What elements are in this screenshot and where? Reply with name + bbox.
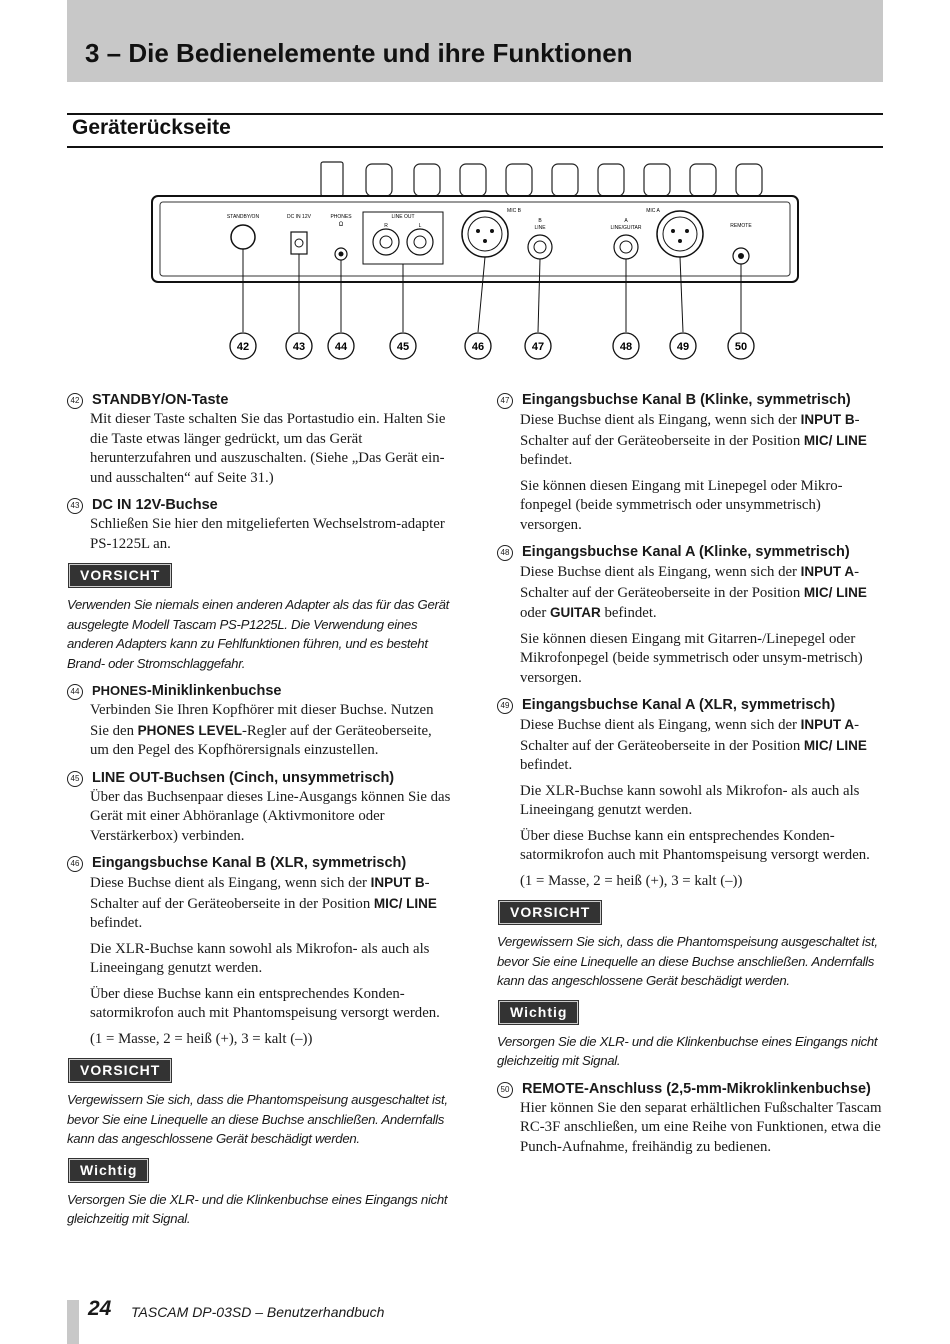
item-text: Diese Buchse dient als Eingang, wenn sich der INPUT B-Schalter auf der Geräteoberseite in der Position MIC/ LINE befindet. <box>90 875 437 931</box>
item-text: Über das Buchsenpaar dieses Line-Ausgangs können Sie das Gerät mit einer Abhöranlage (Aktivmonitore oder Verstärkerbox) verbinden. <box>90 788 451 844</box>
standby-button <box>231 225 255 249</box>
item-text: Über diese Buchse kann ein entsprechendes Konden-satormikrofon auch mit Phantomspeisung versorgt werden. <box>90 985 440 1021</box>
item-title: Eingangsbuchse Kanal A (Klinke, symmetrisch) <box>522 544 850 560</box>
standby-label: STANDBY/ON <box>226 214 260 220</box>
mica-label: MIC A <box>646 208 660 214</box>
item-text: Mit dieser Taste schalten Sie das Portastudio ein. Halten Sie die Taste etwas länger gedrückt, um das Gerät herunterzufahren und auszuschalten. (Siehe „Das Gerät ein- und ausschalten“ auf Seite 31.) <box>90 411 446 486</box>
caution-label: VORSICHT <box>69 1059 171 1082</box>
item-text: Die XLR-Buchse kann sowohl als Mikrofon- als auch als Lineeingang genutzt werden. <box>90 940 430 976</box>
item-text: Schließen Sie hier den mitgelieferten Wechselstrom-adapter PS-1225L an. <box>90 516 445 552</box>
item-title: Eingangsbuchse Kanal A (XLR, symmetrisch) <box>522 697 836 713</box>
important-label: Wichtig <box>69 1159 148 1182</box>
item-text: Diese Buchse dient als Eingang, wenn sich der INPUT A-Schalter auf der Geräteoberseite in der Position MIC/ LINE oder GUITAR befindet. <box>520 564 867 621</box>
item-text: Diese Buchse dient als Eingang, wenn sich der INPUT B-Schalter auf der Geräteoberseite in der Position MIC/ LINE befindet. <box>520 412 867 468</box>
remote-label: REMOTE <box>730 223 752 229</box>
lineout-l-jack <box>407 229 433 255</box>
item-43 <box>67 495 452 554</box>
caution-note <box>67 564 452 673</box>
item-number: 46 <box>67 856 83 872</box>
callout-50: 50 <box>734 341 748 353</box>
item-title: Eingangsbuchse Kanal B (XLR, symmetrisch) <box>92 855 407 871</box>
item-title: REMOTE-Anschluss (2,5-mm-Mikroklinkenbuchse) <box>522 1080 871 1097</box>
important-text: Versorgen Sie die XLR- und die Klinkenbuchse eines Eingangs nicht gleichzeitig mit Signal. <box>67 1191 448 1226</box>
item-title: -Miniklinkenbuchse <box>146 683 282 699</box>
a-label: A <box>624 218 628 224</box>
caution-text: Vergewissern Sie sich, dass die Phantomspeisung ausgeschaltet ist, bevor Sie eine Linequelle an diese Buchse anschließen. Andernfalls kann das angeschlossene Gerät beschädigt werden. <box>67 1092 448 1146</box>
chapter-title: 3 – Die Bedienelemente und ihre Funktionen <box>85 38 633 68</box>
mica-xlr-jack <box>657 211 703 257</box>
caution-note <box>497 901 882 991</box>
item-number: 48 <box>497 545 513 561</box>
callout-43: 43 <box>292 341 306 353</box>
lineout-r-jack <box>373 229 399 255</box>
b-line-label: LINE <box>534 225 546 231</box>
item-50 <box>497 1079 882 1158</box>
rear-panel-illustration <box>148 152 803 372</box>
footer-text: TASCAM DP-03SD – Benutzerhandbuch <box>131 1304 385 1320</box>
item-47 <box>497 390 882 535</box>
item-number: 42 <box>67 393 83 409</box>
caution-label: VORSICHT <box>499 901 601 924</box>
section-rule-bottom <box>67 146 883 148</box>
item-number: 45 <box>67 771 83 787</box>
item-45 <box>67 768 452 847</box>
callout-45: 45 <box>396 341 410 353</box>
micb-label: MIC B <box>507 208 521 214</box>
callout-49: 49 <box>676 341 690 353</box>
lineout-l-label: L <box>418 223 422 229</box>
dcin-label: DC IN 12V <box>287 214 311 220</box>
item-42 <box>67 390 452 488</box>
item-text: Sie können diesen Eingang mit Gitarren-/Linepegel oder Mikrofonpegel (beide symmetrisch oder unsym-metrisch) versorgen. <box>520 630 863 686</box>
caution-text: Verwenden Sie niemals einen anderen Adapter als das für das Gerät ausgelegte Modell Tascam PS-P1225L. Die Verwendung eines anderen Adapters kann zu Fehlfunktionen führen, und es besteht Brand- oder Stromschlaggefahr. <box>67 597 449 671</box>
top-knobs <box>321 162 762 196</box>
item-title-key: PHONES <box>92 683 147 698</box>
item-text: Verbinden Sie Ihren Kopfhörer mit dieser Buchse. Nutzen Sie den PHONES LEVEL-Regler auf der Geräteoberseite, um den Pegel des Kopfhörersignals einzustellen. <box>90 702 434 758</box>
item-text: Über diese Buchse kann ein entsprechendes Konden-satormikrofon auch mit Phantomspeisung versorgt werden. <box>520 827 870 863</box>
item-title: DC IN 12V-Buchse <box>92 497 218 513</box>
phones-label: PHONES <box>330 214 352 220</box>
item-text: Hier können Sie den separat erhältlichen Fußschalter Tascam RC-3F anschließen, um eine Reihe von Funktionen, etwa die Punch-Aufnahme, freihändig zu bedienen. <box>520 1099 882 1155</box>
item-number: 44 <box>67 684 83 700</box>
item-number: 43 <box>67 498 83 514</box>
item-number: 47 <box>497 393 513 409</box>
left-column <box>67 390 452 1237</box>
caution-note <box>67 1059 452 1149</box>
callout-42: 42 <box>236 341 250 353</box>
item-text: (1 = Masse, 2 = heiß (+), 3 = kalt (–)) <box>520 872 743 889</box>
phones-symbol: Ω <box>338 222 344 228</box>
a-lineguitar-jack <box>614 235 638 259</box>
callout-48: 48 <box>619 341 633 353</box>
callout-44: 44 <box>334 341 348 353</box>
lineout-r-label: R <box>384 223 388 229</box>
item-number: 49 <box>497 698 513 714</box>
caution-text: Vergewissern Sie sich, dass die Phantomspeisung ausgeschaltet ist, bevor Sie eine Linequelle an diese Buchse anschließen. Andernfalls kann das angeschlossene Gerät beschädigt werden. <box>497 934 878 988</box>
item-49 <box>497 695 882 891</box>
section-rule-top <box>67 113 883 115</box>
item-number: 50 <box>497 1082 513 1098</box>
item-text: Sie können diesen Eingang mit Linepegel oder Mikro-fonpegel (beide symmetrisch oder unsymmetrisch) versorgen. <box>520 477 843 533</box>
callout-46: 46 <box>471 341 485 353</box>
important-text: Versorgen Sie die XLR- und die Klinkenbuchse eines Eingangs nicht gleichzeitig mit Signal. <box>497 1033 878 1068</box>
lineguitar-label: LINE/GUITAR <box>610 225 642 231</box>
footer-bar <box>67 1300 79 1344</box>
item-title: LINE OUT-Buchsen (Cinch, unsymmetrisch) <box>92 769 395 786</box>
caution-label: VORSICHT <box>69 564 171 587</box>
important-note <box>67 1159 452 1229</box>
item-text: (1 = Masse, 2 = heiß (+), 3 = kalt (–)) <box>90 1030 313 1047</box>
dcin-jack <box>291 232 307 254</box>
page-number: 24 <box>88 1297 112 1320</box>
important-label: Wichtig <box>499 1001 578 1024</box>
micb-xlr-jack <box>462 211 508 257</box>
b-line-jack <box>528 235 552 259</box>
important-note <box>497 1001 882 1071</box>
item-title: Eingangsbuchse Kanal B (Klinke, symmetrisch) <box>522 392 851 408</box>
section-title: Geräterückseite <box>72 116 231 139</box>
item-44 <box>67 681 452 761</box>
item-text: Die XLR-Buchse kann sowohl als Mikrofon- als auch als Lineeingang genutzt werden. <box>520 782 860 818</box>
item-text: Diese Buchse dient als Eingang, wenn sich der INPUT A-Schalter auf der Geräteoberseite in der Position MIC/ LINE befindet. <box>520 717 867 773</box>
callout-47: 47 <box>531 341 545 353</box>
b-label: B <box>538 218 542 224</box>
item-title: STANDBY/ON-Taste <box>92 392 229 408</box>
item-48 <box>497 542 882 688</box>
item-46 <box>67 853 452 1049</box>
right-column <box>497 390 882 1164</box>
lineout-label: LINE OUT <box>391 214 415 220</box>
